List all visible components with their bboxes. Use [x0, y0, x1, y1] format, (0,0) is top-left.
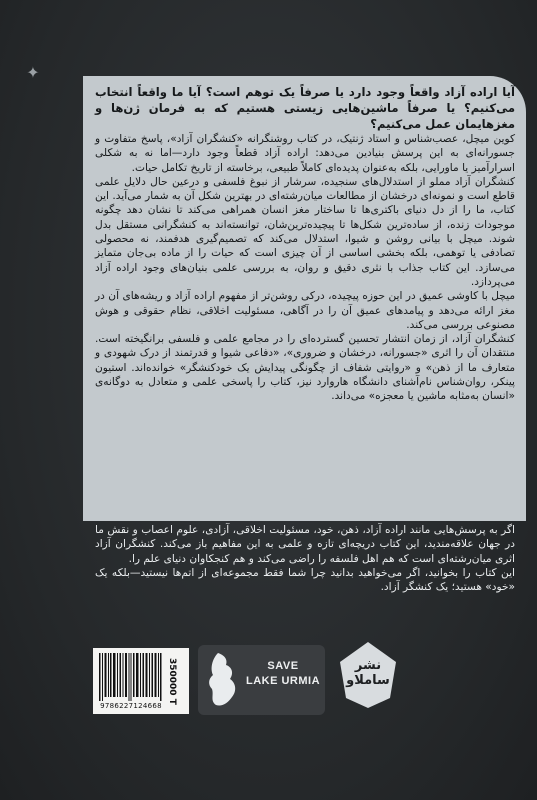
blurb-question: آیا اراده آزاد واقعاً وجود دارد یا صرفاً یک توهم است؟ آیا ما واقعاً انتخاب می‌کنیم؟ یا صرفاً ماشین‌هایی زیستی هستیم که به فرمان ژن‌ها و مغزهایمان عمل می‌کنیم؟: [95, 85, 515, 131]
blurb-paragraph: کنشگران آزاد مملو از استدلال‌های سنجیده، سرشار از نبوغ فلسفی و درعین حال دلایل علمی قاطع است و نمونه‌ای درخشان از مطالعات میان‌رشته‌ای در بهترین شکل آن به شمار می‌آید. این کتاب، ما را از دل دنیای باکتری‌ها تا ساختار مغز انسان همراهی می‌کند تا نشان دهد چگونه موجودات زنده، از ساده‌ترین شکل‌ها تا پیچیده‌ترین‌شان، توانسته‌اند به کنشگرانی مستقل بدل شوند. میچل با بیانی روشن و شیوا، استدلال می‌کند که تصمیم‌گیری هدفمند، نه محصولی تصادفی یا توهمی، بلکه بخشی اساسی از آن چیزی است که حیات را از ماده بی‌جان متمایز می‌سازد. این کتاب جذاب با نثری دقیق و روان، به بررسی علمی بنیان‌های وجود اراده آزاد می‌پردازد.: [95, 175, 515, 288]
blurb-main: [95, 84, 515, 516]
save-lake-urmia-badge: [198, 645, 325, 715]
blurb-paragraph: کوین میچل، عصب‌شناس و استاد ژنتیک، در کتاب روشنگرانه «کنشگران آزاد»، پاسخ متفاوت و جسورانه‌ای به این پرسش بنیادین می‌دهد: اراده آزاد قطعاً وجود دارد—اما نه به شکلی اسرارآمیز یا ماورایی، بلکه به‌عنوان پدیده‌ای کاملاً طبیعی، برخاسته از تاریخ تکامل حیات.: [95, 133, 515, 174]
campaign-text: [244, 659, 322, 689]
publisher-logo: [338, 640, 398, 710]
blurb-paragraph: میچل با کاوشی عمیق در این حوزه پیچیده، درکی روشن‌تر از مفهوم اراده آزاد و ریشه‌های آن در مغز ارائه می‌دهد و پیامدهای عمیق آن را در آگاهی، مسئولیت اخلاقی، نظام حقوقی و هوش مصنوعی بررسی می‌کند.: [95, 290, 515, 331]
campaign-line-2: LAKE URMIA: [245, 675, 321, 687]
campaign-line-1: SAVE: [267, 660, 299, 672]
blurb-lower: [95, 523, 515, 635]
price-label: 350000 T: [167, 657, 177, 705]
barcode: [93, 648, 189, 714]
isbn-number: 9786227124668: [100, 702, 162, 710]
publisher-name: نشر ساملاو: [346, 658, 390, 688]
blurb-paragraph: این کتاب را بخوانید، اگر می‌خواهید بدانید چرا شما فقط مجموعه‌ای از اتم‌ها نیستید—بلکه یک «خود» هستید؛ یک کنشگر آزاد.: [95, 566, 515, 594]
lake-map-icon: [204, 651, 242, 709]
blurb-paragraph: کنشگران آزاد، از زمان انتشار تحسین گسترده‌ای را در مجامع علمی و فلسفی برانگیخته است. منتقدان آن را اثری «جسورانه، درخشان و ضروری»، «دفاعی شیوا و قدرتمند از درک شهودی و متعارف ما از ذهن» و «روایتی شفاف از چگونگی پیدایش یک خودکنشگر» خوانده‌اند. استیون پینکر، روان‌شناس نام‌آشنای دانشگاه هاروارد نیز، کتاب را پاسخی علمی و متعادل به دوگانه‌ی «انسان به‌مثابه ماشین یا معجزه» می‌داند.: [95, 333, 515, 403]
barcode-bars: [99, 653, 163, 701]
sparkle-icon: ✦: [26, 63, 40, 82]
blurb-paragraph: اگر به پرسش‌هایی مانند اراده آزاد، ذهن، خود، مسئولیت اخلاقی، آزادی، علوم اعصاب و نقش ما در جهان علاقه‌مندید، این کتاب دریچه‌ای تازه و علمی به این مفاهیم باز می‌کند. کنشگران آزاد اثری میان‌رشته‌ای است که هم اهل فلسفه را راضی می‌کند و هم کنجکاوان دنیای علم را.: [95, 524, 515, 565]
